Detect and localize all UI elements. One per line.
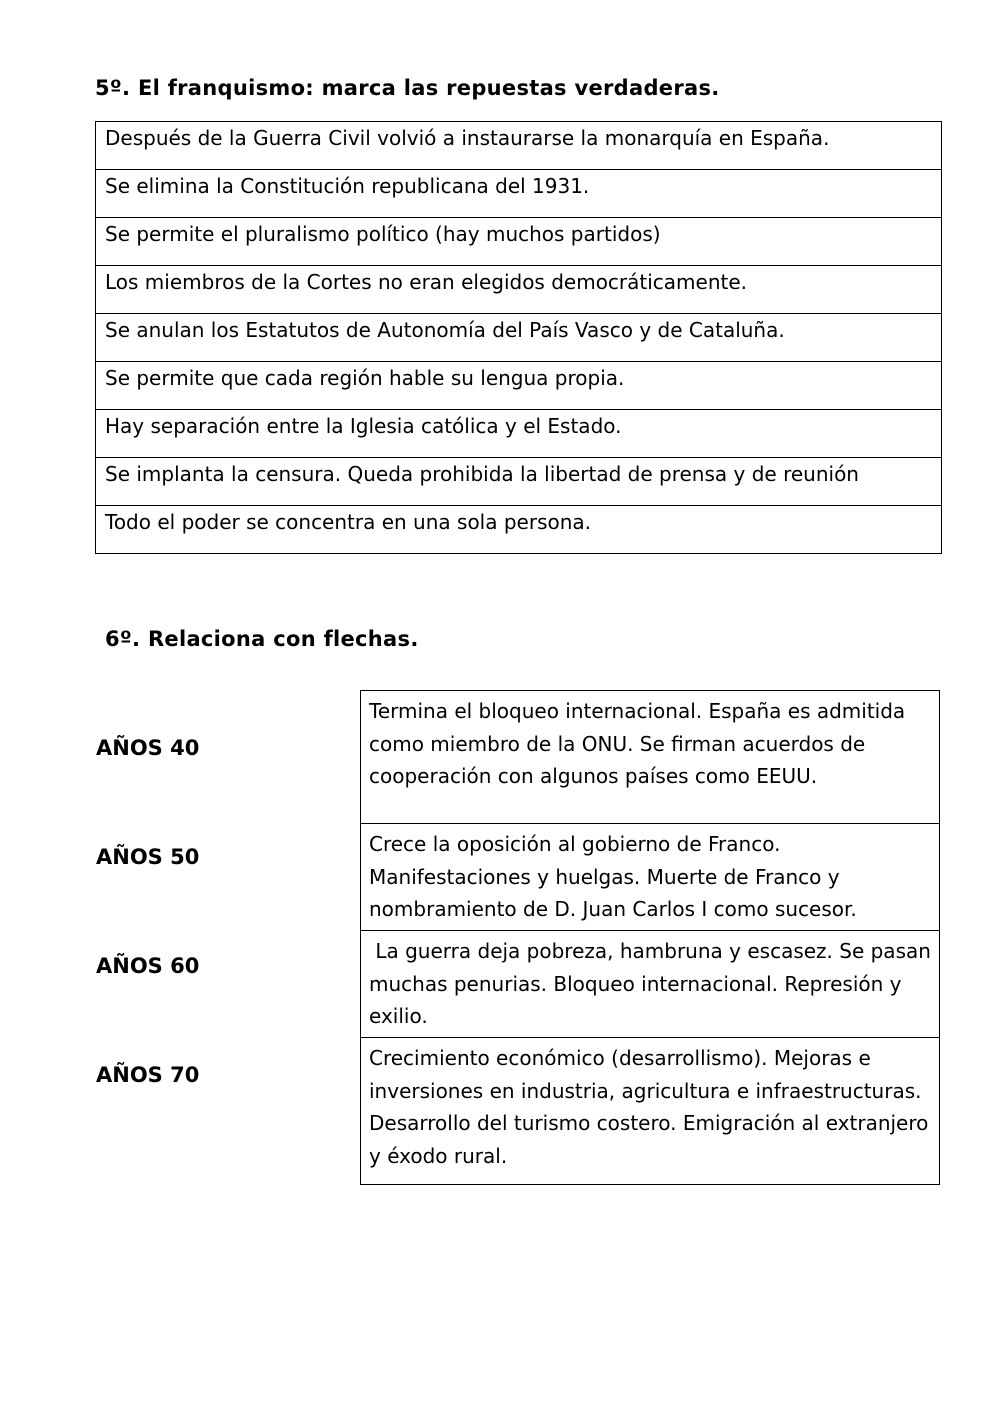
statement-cell[interactable]: Todo el poder se concentra en una sola persona.	[96, 506, 942, 554]
statement-cell[interactable]: Se permite que cada región hable su lengua propia.	[96, 362, 942, 410]
statement-cell[interactable]: Después de la Guerra Civil volvió a instaurarse la monarquía en España.	[96, 122, 942, 170]
statement-cell[interactable]: Hay separación entre la Iglesia católica y el Estado.	[96, 410, 942, 458]
table-row[interactable]	[96, 506, 942, 554]
description-cell[interactable]: Crecimiento económico (desarrollismo). Mejoras e inversiones en industria, agricultura e infraestructuras. Desarrollo del turismo costero. Emigración al extranjero y éxodo rural.	[369, 1046, 929, 1168]
table-row[interactable]	[96, 362, 942, 410]
description-cell[interactable]: Crece la oposición al gobierno de Franco. Manifestaciones y huelgas. Muerte de Franco y nombramiento de D. Juan Carlos I como sucesor.	[361, 824, 939, 931]
description-cell[interactable]: Termina el bloqueo internacional. España es admitida como miembro de la ONU. Se firman acuerdos de cooperación con algunos países como EEUU.	[361, 691, 939, 824]
statements-table	[95, 121, 942, 554]
statement-cell[interactable]: Se implanta la censura. Queda prohibida la libertad de prensa y de reunión	[96, 458, 942, 506]
table-row[interactable]	[96, 218, 942, 266]
decade-label-50[interactable]: AÑOS 50	[96, 845, 200, 869]
table-row[interactable]	[96, 170, 942, 218]
exercise-5-title: 5º. El franquismo: marca las repuestas verdaderas.	[95, 76, 720, 100]
table-row[interactable]	[96, 458, 942, 506]
table-row[interactable]	[96, 266, 942, 314]
description-cell[interactable]: La guerra deja pobreza, hambruna y escasez. Se pasan muchas penurias. Bloqueo internacional. Represión y exilio.	[361, 931, 939, 1038]
table-row[interactable]	[96, 122, 942, 170]
statement-cell[interactable]: Se elimina la Constitución republicana del 1931.	[96, 170, 942, 218]
decade-label-70[interactable]: AÑOS 70	[96, 1063, 200, 1087]
decade-label-40[interactable]: AÑOS 40	[96, 736, 200, 760]
decade-label-60[interactable]: AÑOS 60	[96, 954, 200, 978]
table-row[interactable]	[96, 410, 942, 458]
statement-cell[interactable]: Se permite el pluralismo político (hay muchos partidos)	[96, 218, 942, 266]
statement-cell[interactable]: Los miembros de la Cortes no eran elegidos democráticamente.	[96, 266, 942, 314]
descriptions-box	[360, 690, 940, 1185]
exercise-6-title: 6º. Relaciona con flechas.	[105, 627, 419, 651]
statement-cell[interactable]: Se anulan los Estatutos de Autonomía del País Vasco y de Cataluña.	[96, 314, 942, 362]
table-row[interactable]	[96, 314, 942, 362]
